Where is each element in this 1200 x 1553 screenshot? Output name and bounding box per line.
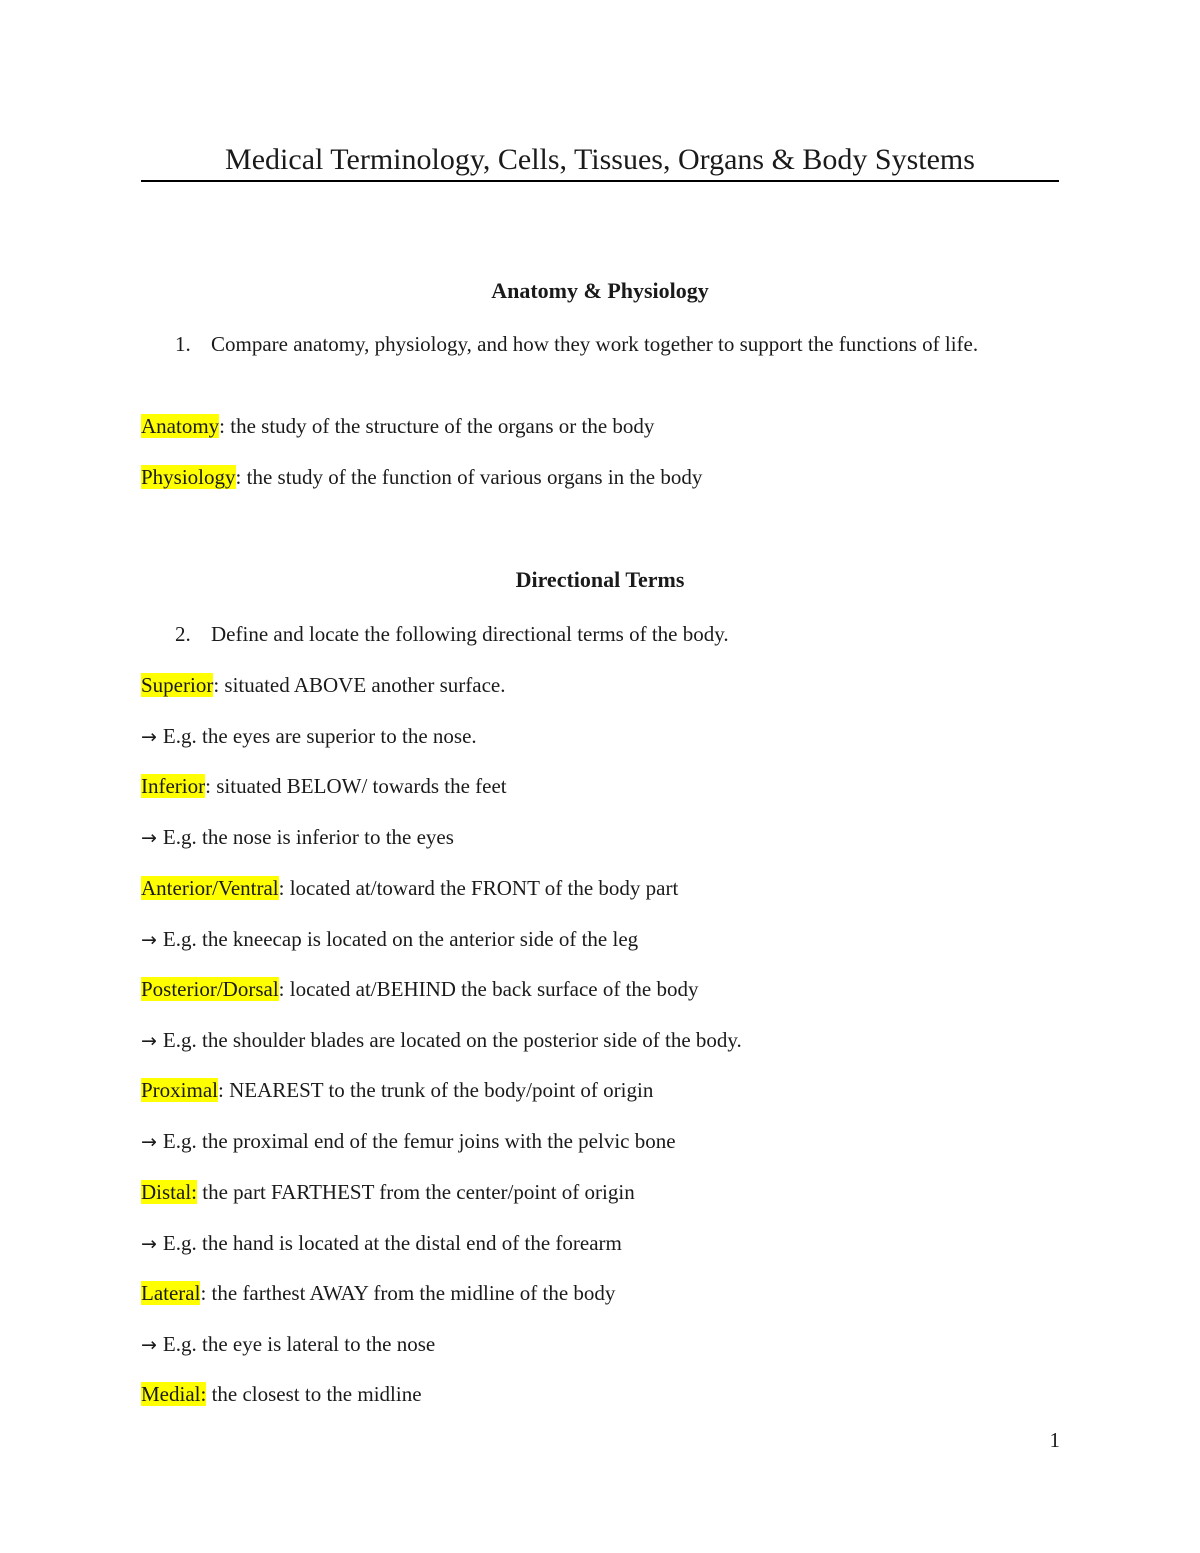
arrow-right-icon: → (141, 827, 157, 849)
question-text: Define and locate the following directional terms of the body. (211, 622, 729, 646)
definition-text: the closest to the midline (206, 1382, 422, 1406)
arrow-right-icon: → (141, 726, 157, 748)
section-heading-anatomy-physiology: Anatomy & Physiology (491, 278, 709, 303)
highlighted-term: Distal: (141, 1180, 197, 1204)
arrow-right-icon: → (141, 1334, 157, 1356)
arrow-right-icon: → (141, 1131, 157, 1153)
page-number: 1 (1049, 1428, 1060, 1452)
definition-anatomy (141, 412, 1059, 440)
highlighted-term: Posterior/Dorsal (141, 977, 279, 1001)
definition-text: : the study of the function of various organs in the body (235, 465, 703, 489)
definition-text: : situated BELOW/ towards the feet (205, 774, 507, 798)
example-lateral (141, 1330, 1059, 1359)
example-posterior-dorsal (141, 1026, 1059, 1055)
example-text: E.g. the nose is inferior to the eyes (162, 825, 454, 849)
example-text: E.g. the shoulder blades are located on the posterior side of the body. (162, 1028, 742, 1052)
definition-text: : the study of the structure of the organs or the body (219, 414, 655, 438)
question-2 (141, 619, 1059, 650)
definition-physiology (141, 463, 1059, 491)
term-posterior-dorsal (141, 975, 1059, 1003)
highlighted-term: Proximal (141, 1078, 218, 1102)
definition-text: : located at/toward the FRONT of the body part (278, 876, 679, 900)
example-proximal (141, 1127, 1059, 1156)
question-1 (141, 329, 1059, 360)
question-text: Compare anatomy, physiology, and how they work together to support the functions of life. (211, 332, 979, 356)
definition-text: : located at/BEHIND the back surface of the body (278, 977, 699, 1001)
highlighted-term: Anterior/Ventral (141, 876, 279, 900)
arrow-right-icon: → (141, 1233, 157, 1255)
definition-text: the part FARTHEST from the center/point of origin (197, 1180, 635, 1204)
term-lateral (141, 1279, 1059, 1307)
highlighted-term: Inferior (141, 774, 206, 798)
example-distal (141, 1229, 1059, 1258)
term-distal (141, 1178, 1059, 1206)
arrow-right-icon: → (141, 929, 157, 951)
example-text: E.g. the eye is lateral to the nose (162, 1332, 436, 1356)
term-proximal (141, 1076, 1059, 1104)
definition-text: : NEAREST to the trunk of the body/point of origin (218, 1078, 654, 1102)
definition-text: : situated ABOVE another surface. (213, 673, 506, 697)
definition-text: : the farthest AWAY from the midline of the body (200, 1281, 616, 1305)
highlighted-term: Anatomy (141, 414, 220, 438)
example-text: E.g. the hand is located at the distal end of the forearm (162, 1231, 622, 1255)
document-title: Medical Terminology, Cells, Tissues, Organs & Body Systems (141, 140, 1059, 182)
example-text: E.g. the proximal end of the femur joins with the pelvic bone (162, 1129, 676, 1153)
example-inferior (141, 823, 1059, 852)
example-superior (141, 722, 1059, 751)
term-anterior-ventral (141, 874, 1059, 902)
highlighted-term: Superior (141, 673, 214, 697)
example-text: E.g. the eyes are superior to the nose. (162, 724, 477, 748)
example-anterior-ventral (141, 925, 1059, 954)
arrow-right-icon: → (141, 1030, 157, 1052)
term-superior (141, 671, 1059, 699)
highlighted-term: Physiology (141, 465, 236, 489)
highlighted-term: Medial: (141, 1382, 207, 1406)
term-inferior (141, 772, 1059, 800)
section-heading-directional-terms: Directional Terms (515, 567, 685, 592)
question-number: 2. (175, 622, 191, 646)
example-text: E.g. the kneecap is located on the anterior side of the leg (162, 927, 639, 951)
question-number: 1. (175, 332, 191, 356)
term-medial (141, 1380, 1059, 1408)
highlighted-term: Lateral (141, 1281, 201, 1305)
